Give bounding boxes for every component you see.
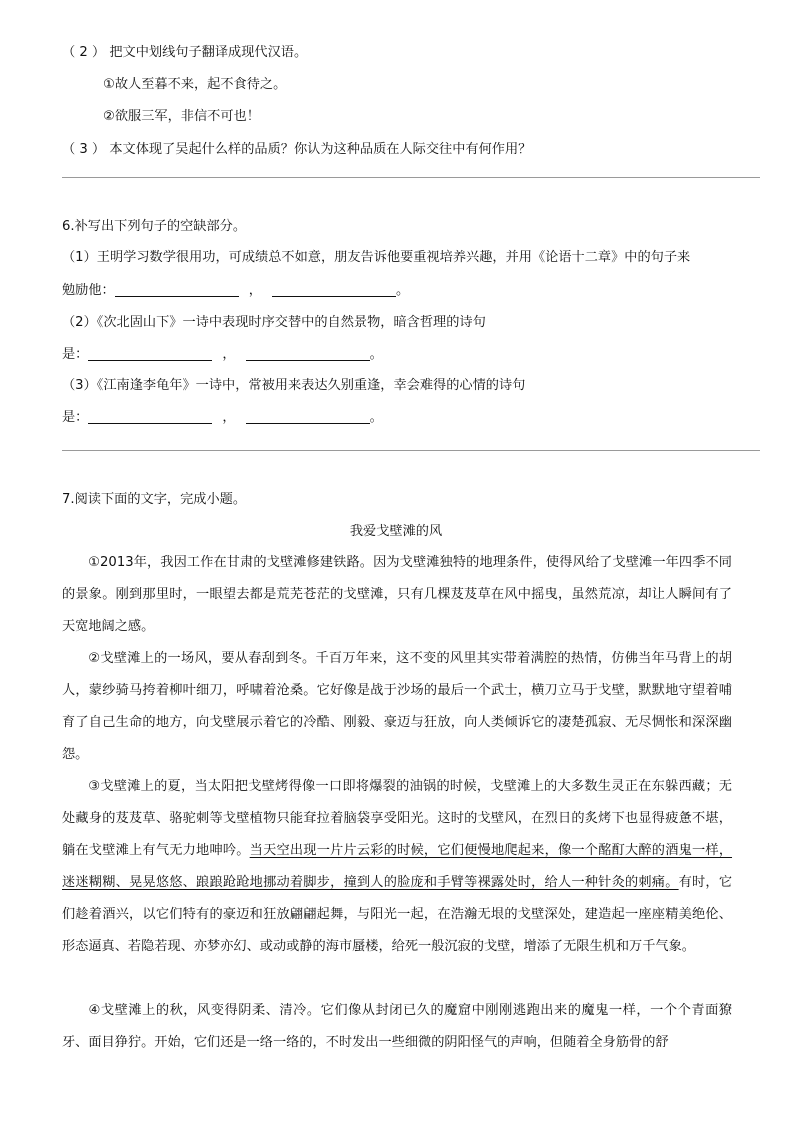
q6-item2-line1: （2）《次北固山下》一诗中表现时序交替中的自然景物，暗含哲理的诗句 xyxy=(62,315,486,330)
q6-title: 6.补写出下列句子的空缺部分。 xyxy=(62,219,247,234)
answer-blank[interactable] xyxy=(272,282,396,297)
q5-sub2-sentence-2: ②欲服三军，非信不可也！ xyxy=(103,109,260,124)
q6-item3-line1: （3）《江南逢李龟年》一诗中，常被用来表达久别重逢，幸会难得的心情的诗句 xyxy=(62,378,526,393)
q6-item1-line1: （1）王明学习数学很用功，可成绩总不如意，朋友告诉他要重视培养兴趣，并用《论语十二章》中的句子来 xyxy=(62,250,691,265)
divider xyxy=(62,177,760,178)
answer-blank[interactable] xyxy=(246,346,370,361)
q5-sub2: （ 2 ） 把文中划线句子翻译成现代汉语。 xyxy=(62,45,308,60)
answer-blank[interactable] xyxy=(88,346,212,361)
article-paragraph-1: ①2013年，我因工作在甘肃的戈壁滩修建铁路。因为戈壁滩独特的地理条件，使得风给了戈壁滩一年四季不同的景象。刚到那里时，一眼望去都是荒芜苍茫的戈壁滩，只有几棵芨芨草在风中摇曳，虽然荒凉，却让人瞬间有了天宽地阔之感。 xyxy=(62,555,732,634)
q7-title: 7.阅读下面的文字，完成小题。 xyxy=(62,492,247,507)
q5-sub3: （ 3 ） 本文体现了吴起什么样的品质？你认为这种品质在人际交往中有何作用？ xyxy=(62,142,532,157)
q6-item3-line2: 是： ， 。 xyxy=(62,410,383,425)
article-paragraph-4: ④戈壁滩上的秋，风变得阴柔、清冷。它们像从封闭已久的魔窟中刚刚逃跑出来的魔鬼一样，一个个青面獠牙、面目狰狞。开始，它们还是一络一络的，不时发出一些细微的阴阳怪气的声响，但随着全身筋骨的舒 xyxy=(62,1003,732,1050)
article-paragraph-2: ②戈壁滩上的一场风，要从春刮到冬。千百万年来，这不变的风里其实带着满腔的热情，仿佛当年马背上的胡人，蒙纱骑马挎着柳叶细刀，呼啸着沧桑。它好像是战于沙场的最后一个武士，横刀立马于戈壁，默默地守望着哺育了自己生命的地方，向戈壁展示着它的冷酷、刚毅、豪迈与狂放，向人类倾诉它的凄楚孤寂、无尽惆怅和深深幽怨。 xyxy=(62,651,732,762)
q6-item2-line2: 是： ， 。 xyxy=(62,347,383,362)
divider xyxy=(62,450,760,451)
answer-blank[interactable] xyxy=(246,409,370,424)
q5-sub2-sentence-1: ①故人至暮不来，起不食待之。 xyxy=(103,77,287,92)
answer-blank[interactable] xyxy=(115,282,239,297)
article-title: 我爱戈壁滩的风 xyxy=(349,524,443,539)
article-paragraph-3: ③戈壁滩上的夏，当太阳把戈壁烤得像一口即将爆裂的油锅的时候，戈壁滩上的大多数生灵正在东躲西藏；无处藏身的芨芨草、骆驼刺等戈壁植物只能耷拉着脑袋享受阳光。这时的戈壁风，在烈日的炙烤下也显得疲惫不堪，躺在戈壁滩上有气无力地呻吟。当天空出现一片片云彩的时候，它们便慢地爬起来，像一个酩酊大醉的酒鬼一样，迷迷糊糊、晃晃悠悠、踉踉跄跄地挪动着脚步，撞到人的脸庞和手臂等裸露处时，给人一种针灸的刺痛。有时，它们趁着酒兴，以它们特有的豪迈和狂放翩翩起舞，与阳光一起，在浩瀚无垠的戈壁深处，建造起一座座精美绝伦、形态逼真、若隐若现、亦梦亦幻、或动或静的海市蜃楼，给死一般沉寂的戈壁，增添了无限生机和万千气象。 xyxy=(62,779,733,954)
answer-blank[interactable] xyxy=(88,409,212,424)
underlined-sentence: 当天空出现一片片云彩的时候，它们便慢地爬起来，像一个酩酊大醉的酒鬼一样，迷迷糊糊、晃晃悠悠、踉踉跄跄地挪动着脚步，撞到人的脸庞和手臂等裸露处时，给人一种针灸的刺痛。 xyxy=(62,843,733,890)
q6-item1-line2: 勉励他： ， 。 xyxy=(62,283,410,298)
